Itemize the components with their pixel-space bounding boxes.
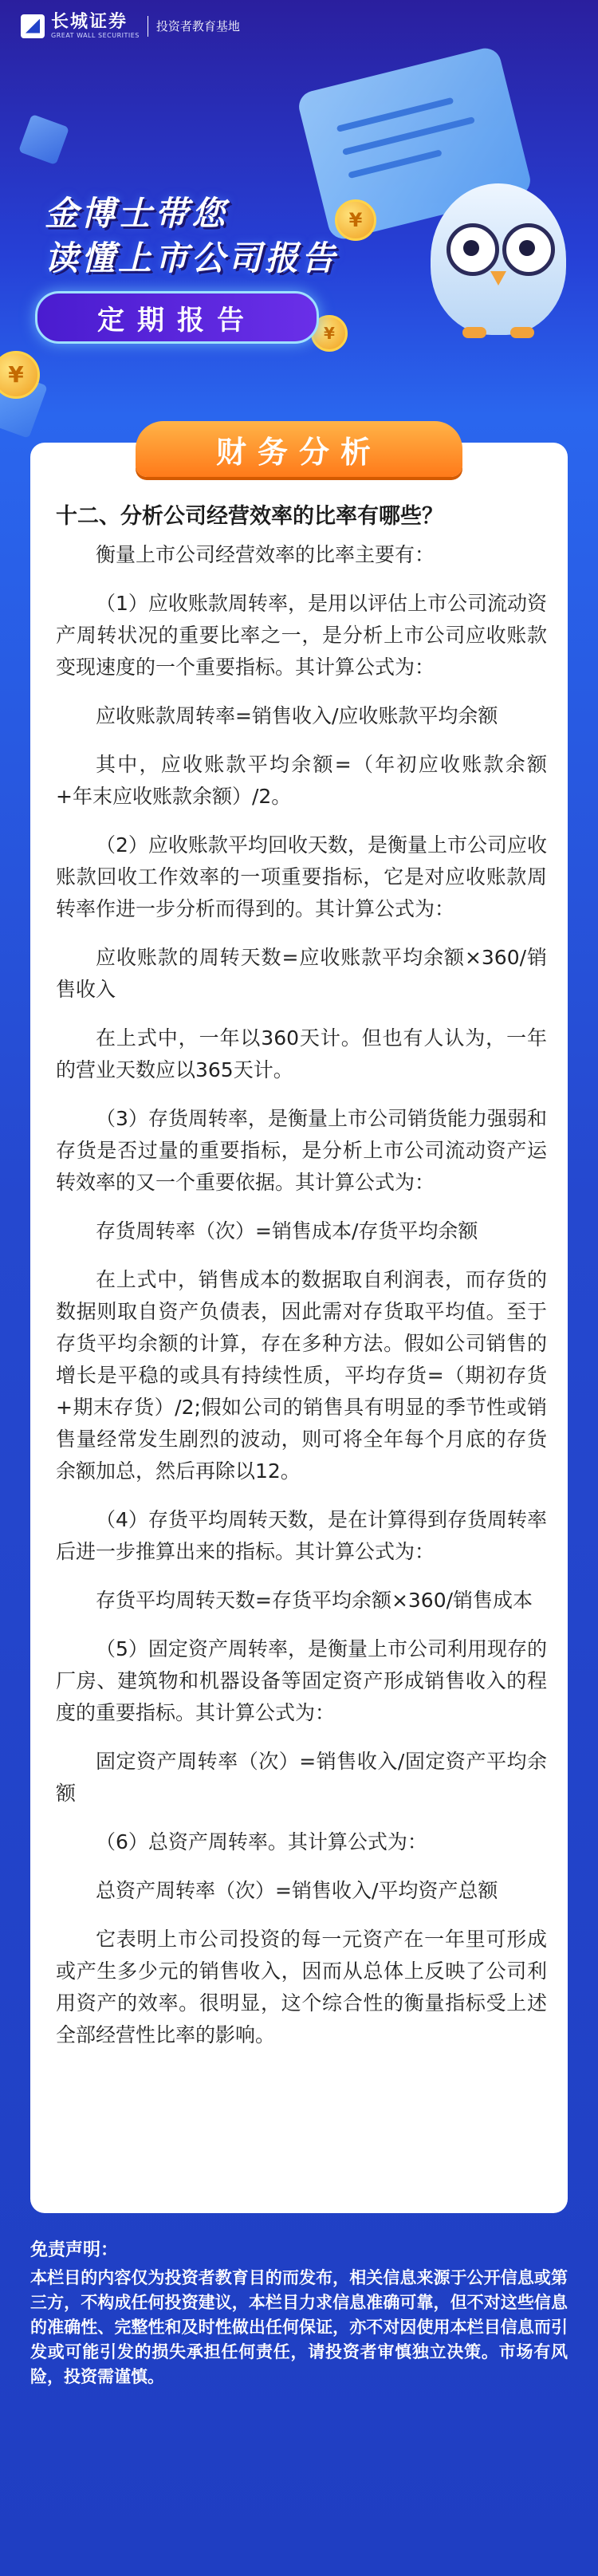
- paragraph: （4）存货平均周转天数，是在计算得到存货周转率后进一步推算出来的指标。其计算公式为：: [56, 1508, 547, 1563]
- article-body: [56, 539, 547, 2068]
- question-heading: 十二、分析公司经营效率的比率有哪些？: [56, 504, 443, 529]
- owl-mascot: [415, 160, 582, 351]
- great-wall-logo-icon: [21, 14, 45, 38]
- paragraph: 在上式中，一年以360天计。但也有人认为，一年的营业天数应以365天计。: [56, 1026, 547, 1081]
- formula: 存货平均周转天数=存货平均余额×360/销售成本: [96, 1589, 533, 1612]
- paragraph: （5）固定资产周转率，是衡量上市公司利用现存的厂房、建筑物和机器设备等固定资产形成销售收入的程度的重要指标。其计算公式为：: [56, 1637, 547, 1724]
- paragraph: （6）总资产周转率。其计算公式为：: [96, 1830, 427, 1853]
- paragraph: 在上式中，销售成本的数据取自利润表，而存货的数据则取自资产负债表，因此需对存货取平均值。至于存货平均余额的计算，存在多种方法。假如公司销售的增长是平稳的或具有持续性质，平均存货=（期初存货+期末存货）/2;假如公司的销售具有明显的季节性或销售量经常发生剧烈的波动，则可将全年每个月底的存货余额加总，然后再除以12。: [56, 1268, 547, 1483]
- brand-logo: [51, 13, 140, 39]
- disclaimer: [30, 2238, 568, 2389]
- brand-sub: GREAT WALL SECURITIES: [51, 32, 140, 39]
- coin-icon: ¥: [335, 199, 376, 241]
- paragraph: 其中，应收账款平均余额=（年初应收账款余额+年末应收账款余额）/2。: [56, 753, 547, 808]
- paragraph: （1）应收账款周转率，是用以评估上市公司流动资产周转状况的重要比率之一，是分析上市公司应收账款变现速度的一个重要指标。其计算公式为：: [56, 592, 547, 679]
- hero-title: [45, 191, 338, 281]
- hero-title-line2: 读懂上市公司报告: [45, 238, 339, 278]
- report-type-pill: 定期报告: [35, 291, 319, 344]
- formula: 应收账款周转率=销售收入/应收账款平均余额: [96, 704, 498, 727]
- paragraph: （3）存货周转率，是衡量上市公司销货能力强弱和存货是否过量的重要指标，是分析上市公司流动资产运转效率的又一个重要依据。其计算公式为：: [56, 1107, 547, 1194]
- formula: 固定资产周转率（次）=销售收入/固定资产平均余额: [56, 1750, 547, 1805]
- paragraph: （2）应收账款平均回收天数，是衡量上市公司应收账款回收工作效率的一项重要指标，它是对应收账款周转率作进一步分析而得到的。其计算公式为：: [56, 833, 547, 920]
- hero-title-line1: 金博士带您: [45, 194, 229, 233]
- disclaimer-text: 本栏目的内容仅为投资者教育目的而发布，相关信息来源于公开信息或第三方，不构成任何投资建议，本栏目力求信息准确可靠，但不对这些信息的准确性、完整性和及时性做出任何保证，亦不对因使用本栏目信息而引发或可能引发的损失承担任何责任，请投资者审慎独立决策。市场有风险，投资需谨慎。: [30, 2268, 568, 2386]
- brand-name: 长城证券: [51, 11, 128, 32]
- coin-icon: ¥: [311, 315, 348, 352]
- formula: 总资产周转率（次）=销售收入/平均资产总额: [96, 1879, 498, 1902]
- brand-header: [21, 13, 240, 39]
- section-tab: 财务分析: [136, 421, 462, 477]
- cube-decoration: [18, 114, 69, 165]
- disclaimer-title: 免责声明：: [30, 2240, 119, 2260]
- formula: 存货周转率（次）=销售成本/存货平均余额: [96, 1219, 478, 1243]
- paragraph: 它表明上市公司投资的每一元资产在一年里可形成或产生多少元的销售收入，因而从总体上反映了公司利用资产的效率。很明显，这个综合性的衡量指标受上述全部经营性比率的影响。: [56, 1928, 547, 2046]
- coin-icon: ¥: [0, 351, 40, 399]
- brand-tagline: 投资者教育基地: [155, 19, 240, 33]
- paragraph: 衡量上市公司经营效率的比率主要有：: [96, 543, 435, 566]
- formula: 应收账款的周转天数=应收账款平均余额×360/销售收入: [56, 946, 547, 1001]
